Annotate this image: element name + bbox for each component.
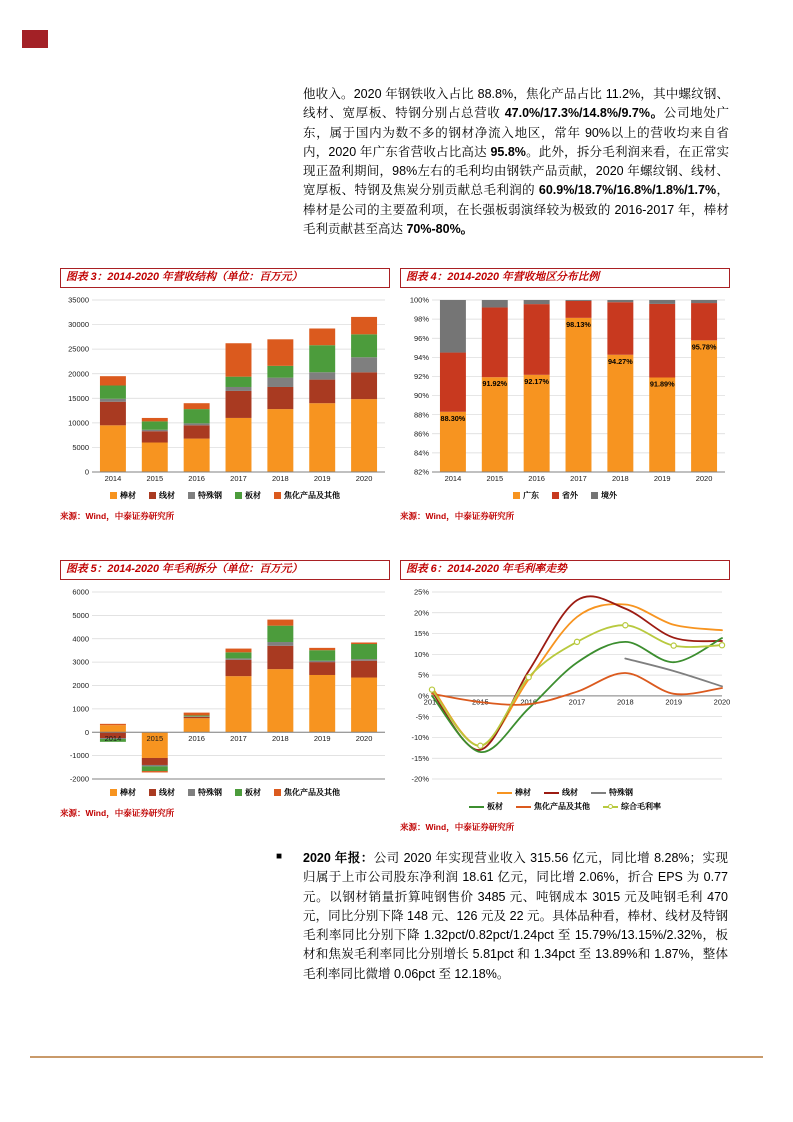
bar-segment (100, 386, 126, 399)
bar-value-label: 88.30% (440, 414, 466, 424)
svg-text:2020: 2020 (713, 697, 730, 707)
bar-segment (184, 719, 210, 733)
svg-text:1000: 1000 (72, 704, 89, 714)
bullet-item (275, 849, 729, 984)
bar-segment (351, 335, 377, 358)
bar-segment (309, 346, 335, 373)
svg-text:0: 0 (84, 468, 89, 478)
bar-segment (607, 303, 633, 356)
bar-segment (226, 377, 252, 387)
bar-segment (351, 400, 377, 473)
legend-item: 特殊钢 (188, 787, 222, 798)
svg-text:0: 0 (84, 728, 89, 738)
svg-text:2020: 2020 (355, 474, 373, 484)
svg-text:30000: 30000 (68, 320, 89, 330)
bar-segment (309, 373, 335, 380)
bar-segment (226, 387, 252, 391)
intro-paragraph: 他收入。2020 年钢铁收入占比 88.8%，焦化产品占比 11.2%，其中螺纹钢、线材、宽厚板、特钢分别占总营收 47.0%/17.3%/14.8%/9.7%。公司地处广东，属于国内为数不多的钢材净流入地区，常年 90%以上的营收均来自省内，2020 年广东省营收占比高达 95.8%。此外，拆分毛利润来看，在正常实现正盈利期间，98%左右的毛利均由钢铁产品贡献，2020 年螺纹钢、线材、宽厚板、特钢及焦炭分别贡献总毛利润的 60.9%/18.7%/16.8%/1.8%/1.7%，棒材是公司的主要盈利项，在长强板弱演绎较为极致的 2016-2017 年，棒材毛利贡献甚至高达 70%-80%。 (303, 87, 729, 237)
legend-item: 板材 (469, 801, 503, 812)
legend-swatch (188, 492, 195, 499)
bar-segment (267, 620, 293, 626)
chart-legend (400, 787, 730, 812)
bar-value-label: 91.89% (649, 379, 675, 389)
svg-text:10000: 10000 (68, 418, 89, 428)
bar-segment (184, 410, 210, 424)
svg-text:2019: 2019 (665, 697, 683, 707)
bar-segment (142, 418, 168, 421)
bar-segment (142, 430, 168, 431)
svg-text:84%: 84% (413, 448, 429, 458)
line-marker (623, 623, 628, 628)
legend-swatch (110, 492, 117, 499)
bar-segment (142, 422, 168, 430)
svg-text:35000: 35000 (68, 296, 89, 306)
legend-swatch (516, 806, 531, 808)
bar-segment (184, 716, 210, 717)
svg-text:2018: 2018 (612, 474, 629, 484)
chart-title: 图表 6：2014-2020 年毛利率走势 (400, 560, 730, 580)
svg-text:88%: 88% (413, 410, 429, 420)
svg-text:2017: 2017 (230, 474, 247, 484)
legend-swatch (497, 792, 512, 794)
svg-text:5000: 5000 (72, 443, 89, 453)
bar-segment (482, 300, 508, 307)
legend-swatch (603, 806, 618, 808)
legend-swatch (235, 789, 242, 796)
legend-swatch (274, 492, 281, 499)
legend-item: 综合毛利率 (603, 801, 661, 812)
svg-text:2016: 2016 (188, 734, 205, 744)
chart-title: 图表 3：2014-2020 年营收结构（单位：百万元） (60, 268, 390, 288)
bar-segment (524, 305, 550, 376)
bar-segment (267, 643, 293, 647)
legend-item: 棒材 (110, 787, 136, 798)
legend-swatch (469, 806, 484, 808)
footer-rule (30, 1056, 763, 1058)
svg-text:-5%: -5% (415, 712, 429, 722)
svg-text:-15%: -15% (411, 754, 429, 764)
legend-swatch (110, 789, 117, 796)
bar-segment (226, 653, 252, 659)
bar-value-label: 98.13% (566, 320, 591, 330)
bar-segment (226, 659, 252, 660)
bar-segment (309, 329, 335, 346)
line-marker (671, 643, 676, 648)
chart-section-revenue-region (400, 268, 730, 522)
bar-segment (142, 767, 168, 772)
svg-text:2014: 2014 (444, 474, 462, 484)
svg-text:-1000: -1000 (69, 751, 89, 761)
bullet-paragraph: 2020 年报：公司 2020 年实现营业收入 315.56 亿元，同比增 8.28%；实现归属于上市公司股东净利润 18.61 亿元，同比增 2.06%，折合 EPS 为 0.77 元。以钢材销量折算吨钢售价 3485 元、吨钢成本 3015 元及吨钢毛利 470 元，同比分别下降 148 元、126 元及 22 元。具体品种看，棒材、线材及特钢毛利率同比分别下降 1.32pct/0.82pct/1.24pct 至 15.79%/13.15%/2.32%，板材和焦炭毛利率同比分别增长 5.81pct 和 1.34pct 至 13.89%和 1.87%，整体毛利率同比微增 0.06pct 至 12.18%。 (303, 851, 728, 981)
svg-text:2018: 2018 (272, 474, 289, 484)
bar-segment (100, 402, 126, 426)
bar-segment (607, 355, 633, 472)
bar-segment (184, 717, 210, 718)
svg-text:2019: 2019 (313, 474, 331, 484)
bar-segment (142, 443, 168, 472)
legend-swatch (591, 792, 606, 794)
bar-segment (440, 300, 466, 353)
legend-item: 线材 (149, 787, 175, 798)
svg-text:2019: 2019 (313, 734, 331, 744)
revenue-region-chart (400, 293, 730, 488)
bar-segment (566, 300, 592, 301)
legend-item: 特殊钢 (188, 490, 222, 501)
svg-text:2015: 2015 (486, 474, 504, 484)
legend-item: 焦化产品及其他 (274, 787, 340, 798)
chart-source: 来源：Wind，中泰证券研究所 (60, 808, 175, 819)
legend-swatch (513, 492, 520, 499)
bar-segment (184, 424, 210, 426)
bar-segment (184, 713, 210, 716)
svg-text:2015: 2015 (471, 697, 489, 707)
bar-segment (351, 660, 377, 662)
bar-segment (100, 426, 126, 473)
bar-segment (142, 758, 168, 765)
svg-text:2014: 2014 (104, 474, 122, 484)
bar-segment (100, 726, 126, 733)
legend-item: 棒材 (110, 490, 136, 501)
bar-segment (100, 724, 126, 725)
bar-segment (184, 439, 210, 472)
chart-section-gross-profit-split (60, 560, 390, 819)
line-marker (478, 744, 483, 749)
chart-legend (400, 490, 730, 501)
svg-text:3000: 3000 (72, 658, 89, 668)
bar-segment (226, 677, 252, 733)
legend-item: 线材 (544, 787, 578, 798)
bar-segment (351, 643, 377, 645)
legend-swatch (552, 492, 559, 499)
bar-segment (351, 661, 377, 678)
svg-text:2015: 2015 (146, 474, 164, 484)
bar-segment (142, 765, 168, 766)
chart-section-gross-margin-trend (400, 560, 730, 833)
bar-segment (267, 410, 293, 473)
svg-text:2018: 2018 (616, 697, 634, 707)
svg-text:98%: 98% (413, 315, 429, 325)
bar-segment (100, 377, 126, 386)
bar-segment (691, 341, 717, 473)
legend-swatch (235, 492, 242, 499)
bar-segment (649, 378, 675, 473)
bar-segment (142, 432, 168, 443)
svg-text:96%: 96% (413, 334, 429, 344)
bar-segment (267, 626, 293, 642)
svg-text:92%: 92% (413, 372, 429, 382)
bar-segment (184, 404, 210, 410)
bar-segment (691, 304, 717, 341)
bar-value-label: 94.27% (607, 357, 633, 367)
bar-value-label: 95.78% (691, 342, 717, 352)
svg-text:2020: 2020 (695, 474, 713, 484)
bar-segment (309, 651, 335, 662)
bar-segment (309, 661, 335, 662)
svg-text:6000: 6000 (72, 588, 89, 598)
svg-text:86%: 86% (413, 429, 429, 439)
chart-source: 来源：Wind，中泰证券研究所 (60, 511, 175, 522)
svg-text:2016: 2016 (188, 474, 205, 484)
legend-swatch (591, 492, 598, 499)
bar-segment (267, 670, 293, 733)
line-marker (526, 675, 531, 680)
gross-margin-trend-chart (400, 585, 730, 785)
revenue-structure-chart (60, 293, 390, 488)
legend-item: 板材 (235, 787, 261, 798)
legend-item: 线材 (149, 490, 175, 501)
legend-item: 焦化产品及其他 (274, 490, 340, 501)
legend-swatch (274, 789, 281, 796)
svg-text:15%: 15% (413, 629, 429, 639)
bar-segment (351, 644, 377, 659)
legend-swatch (544, 792, 559, 794)
bar-segment (351, 358, 377, 373)
chart-title: 图表 5：2014-2020 年毛利拆分（单位：百万元） (60, 560, 390, 580)
line-marker (574, 640, 579, 645)
svg-text:2000: 2000 (72, 681, 89, 691)
legend-item: 省外 (552, 490, 578, 501)
publisher-logo (22, 30, 48, 48)
bar-segment (309, 675, 335, 732)
chart-source: 来源：Wind，中泰证券研究所 (400, 511, 515, 522)
svg-text:2020: 2020 (355, 734, 373, 744)
bar-segment (309, 648, 335, 650)
bar-segment (351, 678, 377, 733)
bar-segment (440, 353, 466, 412)
svg-text:2014: 2014 (423, 697, 441, 707)
bar-segment (226, 649, 252, 653)
svg-text:94%: 94% (413, 353, 429, 363)
bar-segment (351, 373, 377, 400)
svg-text:2015: 2015 (146, 734, 164, 744)
svg-text:82%: 82% (413, 468, 429, 478)
gross-profit-split-chart (60, 585, 390, 785)
legend-swatch (188, 789, 195, 796)
svg-text:25000: 25000 (68, 345, 89, 355)
bar-segment (267, 646, 293, 669)
legend-item: 特殊钢 (591, 787, 633, 798)
svg-text:90%: 90% (413, 391, 429, 401)
bar-segment (142, 772, 168, 773)
bar-segment (100, 399, 126, 402)
chart-legend (60, 787, 390, 798)
svg-text:-20%: -20% (411, 775, 429, 785)
svg-text:15000: 15000 (68, 394, 89, 404)
svg-text:5%: 5% (418, 671, 429, 681)
bar-value-label: 91.92% (482, 379, 508, 389)
svg-text:5000: 5000 (72, 611, 89, 621)
bar-segment (566, 301, 592, 318)
legend-swatch (149, 789, 156, 796)
bar-segment (309, 380, 335, 404)
svg-text:0%: 0% (418, 691, 429, 701)
svg-text:100%: 100% (409, 296, 429, 306)
svg-text:2019: 2019 (653, 474, 671, 484)
svg-text:20000: 20000 (68, 369, 89, 379)
bar-segment (482, 378, 508, 473)
svg-text:2018: 2018 (272, 734, 289, 744)
svg-text:-10%: -10% (411, 733, 429, 743)
bar-segment (607, 300, 633, 302)
chart-legend (60, 490, 390, 501)
bar-segment (309, 404, 335, 473)
bar-value-label: 92.17% (524, 377, 550, 387)
svg-text:2016: 2016 (520, 697, 538, 707)
bar-segment (691, 300, 717, 303)
svg-text:20%: 20% (413, 608, 429, 618)
svg-text:2017: 2017 (230, 734, 247, 744)
legend-item: 棒材 (497, 787, 531, 798)
bar-segment (649, 300, 675, 304)
bar-segment (482, 308, 508, 378)
svg-text:2017: 2017 (568, 697, 586, 707)
chart-source: 来源：Wind，中泰证券研究所 (400, 822, 515, 833)
svg-text:10%: 10% (413, 650, 429, 660)
svg-text:4000: 4000 (72, 634, 89, 644)
bar-segment (267, 366, 293, 378)
svg-text:25%: 25% (413, 588, 429, 598)
bar-segment (649, 304, 675, 378)
bar-segment (566, 318, 592, 472)
svg-text:-2000: -2000 (69, 775, 89, 785)
chart-title: 图表 4：2014-2020 年营收地区分布比例 (400, 268, 730, 288)
bar-segment (267, 340, 293, 367)
bar-segment (524, 300, 550, 304)
bar-segment (226, 391, 252, 418)
bar-segment (226, 660, 252, 676)
bar-segment (226, 418, 252, 472)
chart-section-revenue-structure (60, 268, 390, 522)
legend-item: 板材 (235, 490, 261, 501)
legend-item: 广东 (513, 490, 539, 501)
bar-segment (184, 426, 210, 439)
svg-text:2016: 2016 (528, 474, 545, 484)
svg-text:2017: 2017 (570, 474, 587, 484)
bar-segment (351, 317, 377, 334)
bar-segment (524, 375, 550, 472)
bar-segment (309, 663, 335, 676)
bullet-marker: ■ (276, 851, 283, 862)
legend-swatch (149, 492, 156, 499)
bar-segment (267, 378, 293, 387)
line-marker (719, 643, 724, 648)
svg-text:2014: 2014 (104, 734, 122, 744)
bar-segment (226, 344, 252, 377)
legend-item: 焦化产品及其他 (516, 801, 590, 812)
legend-item: 境外 (591, 490, 617, 501)
line-marker (429, 688, 434, 693)
bar-segment (267, 387, 293, 409)
